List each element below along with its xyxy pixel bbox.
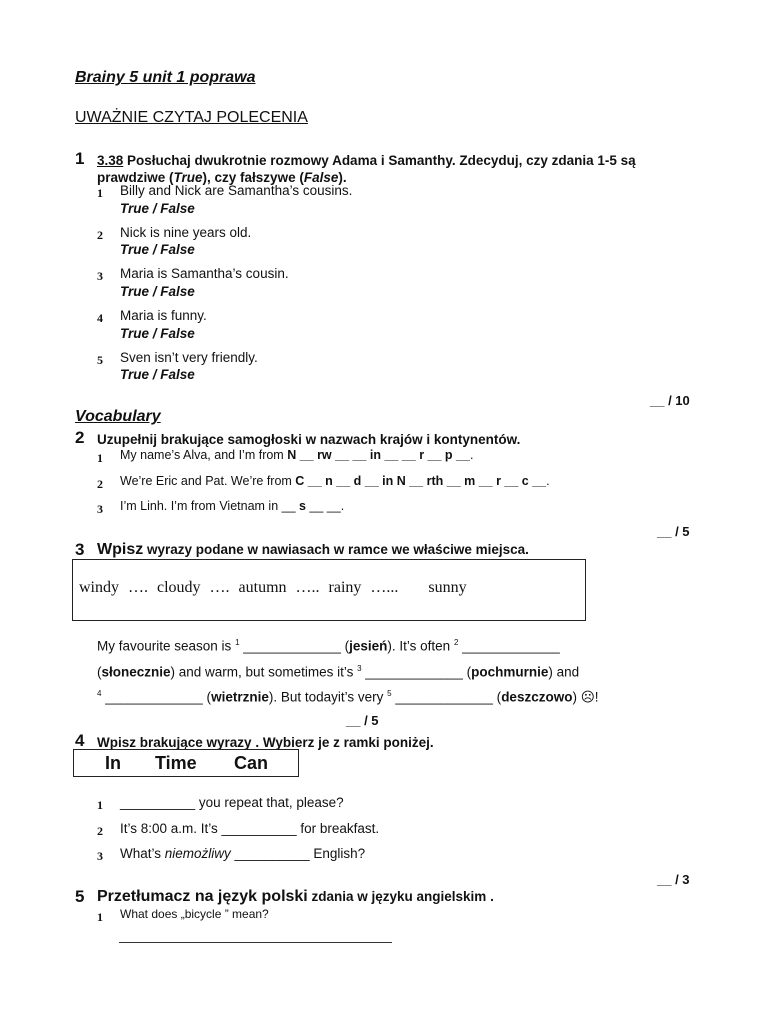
q1-item-number: 1 (97, 186, 103, 200)
word-box-item: Time (155, 753, 197, 773)
q2-item-number: 3 (97, 502, 103, 516)
vocabulary-heading: Vocabulary (75, 408, 161, 425)
word-box-item: windy (79, 579, 119, 596)
q5-instruction: Przetłumacz na język polski zdania w języku angielskim . (97, 888, 494, 905)
q4-instruction: Wpisz brakujące wyrazy . Wybierz je z ramki poniżej. (97, 735, 434, 750)
word-box-item: autumn (238, 579, 287, 596)
q2-item-text[interactable]: My name’s Alva, and I’m from N __ rw __ __ in __ __ r __ p __. (120, 448, 474, 462)
q4-number: 4 (75, 731, 85, 750)
warning-heading: UWAŻNIE CZYTAJ POLECENIA (75, 109, 308, 126)
q1-item-text: Maria is Samantha’s cousin. (120, 266, 289, 281)
true-false-option[interactable]: True / False (120, 326, 195, 341)
q4-score: __ / 3 (657, 872, 690, 887)
q2-item-number: 1 (97, 451, 103, 465)
q1-item-number: 3 (97, 269, 103, 283)
q2-score: __ / 5 (657, 524, 690, 539)
q1-score: __ / 10 (650, 393, 690, 408)
q1-instruction-line2: prawdziwe (True), czy fałszywe (False). (97, 170, 347, 185)
q4-item-text[interactable]: What’s niemożliwy __________ English? (120, 846, 366, 861)
q2-item-text[interactable]: We’re Eric and Pat. We’re from C __ n __ d __ in N __ rth __ m __ r __ c __. (120, 474, 550, 488)
q1-number: 1 (75, 149, 85, 168)
q5-number: 5 (75, 887, 85, 906)
word-box-item: sunny (428, 579, 467, 596)
q1-item-text: Sven isn’t very friendly. (120, 350, 258, 365)
q4-item-number: 2 (97, 824, 103, 838)
q4-item-number: 3 (97, 849, 103, 863)
q3-score: __ / 5 (346, 713, 379, 728)
q4-item-number: 1 (97, 798, 103, 812)
q2-item-number: 2 (97, 477, 103, 491)
q1-item-number: 4 (97, 311, 103, 325)
q3-paragraph-line1[interactable]: My favourite season is $^1$ _____________ (jesień). It’s often $^2$ _____________ (97, 638, 560, 654)
q3-paragraph-line2[interactable]: (słonecznie) and warm, but sometimes it’s $^3$ _____________ (pochmurnie) and (97, 664, 580, 680)
q3-paragraph-line3[interactable]: $^4$ _____________ (wietrznie). But todayit’s very $^5$ _____________ (deszczowo) ☹! (97, 689, 599, 705)
q2-instruction: Uzupełnij brakujące samogłoski w nazwach krajów i kontynentów. (97, 432, 521, 447)
true-false-option[interactable]: True / False (120, 284, 195, 299)
q3-number: 3 (75, 540, 85, 559)
word-box-item: cloudy (157, 579, 201, 596)
q4-item-text[interactable]: It’s 8:00 a.m. It’s __________ for breakfast. (120, 821, 380, 836)
worksheet-title: Brainy 5 unit 1 poprawa (75, 69, 256, 86)
q1-item-text: Nick is nine years old. (120, 225, 252, 240)
q3-instruction: Wpisz wyrazy podane w nawiasach w ramce we właściwe miejsca. (97, 541, 529, 558)
word-box-item: In (105, 753, 121, 773)
true-false-option[interactable]: True / False (120, 367, 195, 382)
true-false-option[interactable]: True / False (120, 201, 195, 216)
true-false-option[interactable]: True / False (120, 242, 195, 257)
q2-number: 2 (75, 428, 85, 447)
word-box-item: rainy (328, 579, 362, 596)
word-box: windy …. cloudy …. autumn ….. rainy …... sunny (72, 559, 586, 621)
q1-item-text: Billy and Nick are Samantha’s cousins. (120, 183, 353, 198)
q2-item-text[interactable]: I’m Linh. I’m from Vietnam in __ s __ __. (120, 499, 345, 513)
q1-item-number: 5 (97, 353, 103, 367)
q1-item-text: Maria is funny. (120, 308, 207, 323)
q5-item-number: 1 (97, 910, 103, 924)
q4-item-text[interactable]: __________ you repeat that, please? (120, 795, 344, 810)
q5-answer-line[interactable] (119, 942, 392, 943)
q4-word-box (73, 749, 299, 777)
q5-item-text: What does „bicycle ” mean? (120, 907, 269, 921)
q1-item-number: 2 (97, 228, 103, 242)
q1-instruction-line1: 3.38 Posłuchaj dwukrotnie rozmowy Adama i Samanthy. Zdecyduj, czy zdania 1-5 są (97, 153, 636, 168)
q1-track-number: 3.38 (97, 153, 124, 168)
word-box-item: Can (234, 753, 269, 773)
